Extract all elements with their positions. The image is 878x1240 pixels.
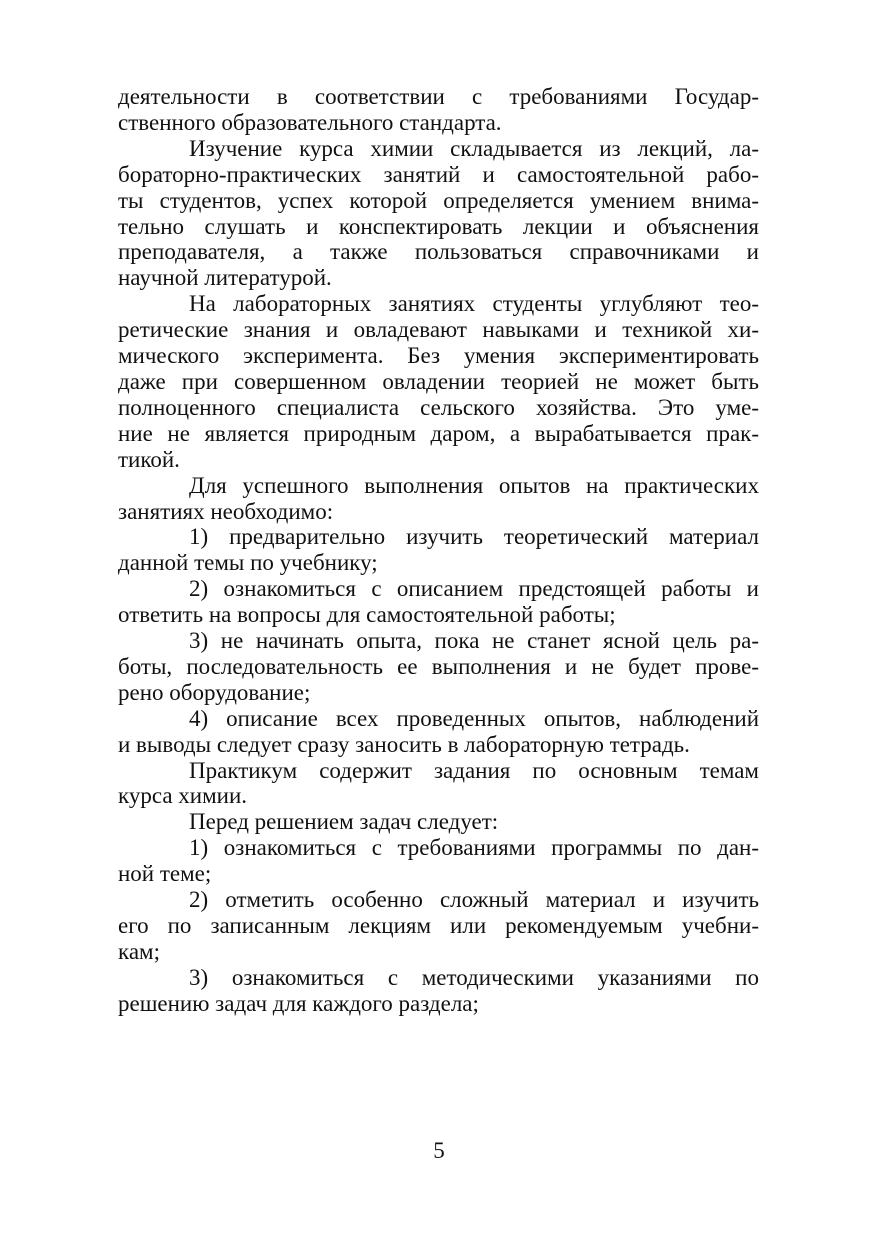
text-line: его по записанным лекциям или рекомендуемым учебни- [118,913,759,938]
paragraph [118,473,759,525]
text-line: На лабораторных занятиях студенты углубляют тео- [189,291,759,317]
text-line: полноценного специалиста сельского хозяйства. Это уме- [118,394,759,420]
paragraph [118,835,759,887]
paragraph [118,136,759,291]
text-line: 2) ознакомиться с описанием предстоящей работы и [189,576,759,602]
text-line: рено оборудование; [118,679,311,705]
paragraph [118,291,759,472]
text-line: ние не является природным даром, а вырабатывается прак- [118,420,759,446]
paragraph [118,706,759,758]
text-line: кам; [118,938,160,964]
text-line: Изучение курса химии складывается из лекций, ла- [189,135,759,161]
text-line: даже при совершенном овладении теорией не может быть [118,368,759,394]
paragraph [118,887,759,965]
paragraph [118,965,759,1017]
text-line: тикой. [118,446,180,472]
paragraph [118,628,759,706]
text-line: ретические знания и овладевают навыками и техникой хи- [118,317,759,343]
text-line: мического эксперимента. Без умения экспериментировать [118,343,759,369]
text-line: 3) ознакомиться с методическими указаниями по [189,964,759,990]
text-line: ты студентов, успех которой определяется умением внима- [118,187,759,213]
paragraph [118,809,759,835]
text-line: данной темы по учебнику; [118,550,378,576]
text-line: курса химии. [118,783,248,809]
text-line: решению задач для каждого раздела; [118,990,479,1016]
text-line: деятельности в соответствии с требованиями Государ- [118,84,759,109]
paragraph [118,524,759,576]
page-number: 5 [433,1138,445,1163]
text-line: ответить на вопросы для самостоятельной работы; [118,602,616,628]
text-line: 1) ознакомиться с требованиями программы по дан- [189,835,759,861]
paragraph [118,576,759,628]
text-line: 1) предварительно изучить теоретический материал [189,524,759,550]
text-line: 4) описание всех проведенных опытов, наблюдений [189,705,759,731]
page-body [118,84,759,1017]
text-line: Для успешного выполнения опытов на практических [189,472,759,498]
text-line: боты, последовательность ее выполнения и не будет прове- [118,653,759,679]
text-line: 2) отметить особенно сложный материал и изучить [189,887,759,913]
text-line: 3) не начинать опыта, пока не станет ясной цель ра- [189,628,759,654]
text-line: научной литературой. [118,265,332,291]
text-line: занятиях необходимо: [118,498,334,524]
paragraph [118,758,759,810]
text-line: Практикум содержит задания по основным темам [189,757,759,783]
text-line: преподавателя, а также пользоваться справочниками и [118,239,759,265]
text-line: бораторно-практических занятий и самостоятельной рабо- [118,161,759,187]
text-line: ственного образовательного стандарта. [118,109,502,135]
paragraph [118,84,759,136]
text-line: ной теме; [118,861,212,887]
text-line: тельно слушать и конспектировать лекции и объяснения [118,213,759,239]
text-line: и выводы следует сразу заносить в лабораторную тетрадь. [118,731,690,757]
text-line: Перед решением задач следует: [189,809,499,835]
